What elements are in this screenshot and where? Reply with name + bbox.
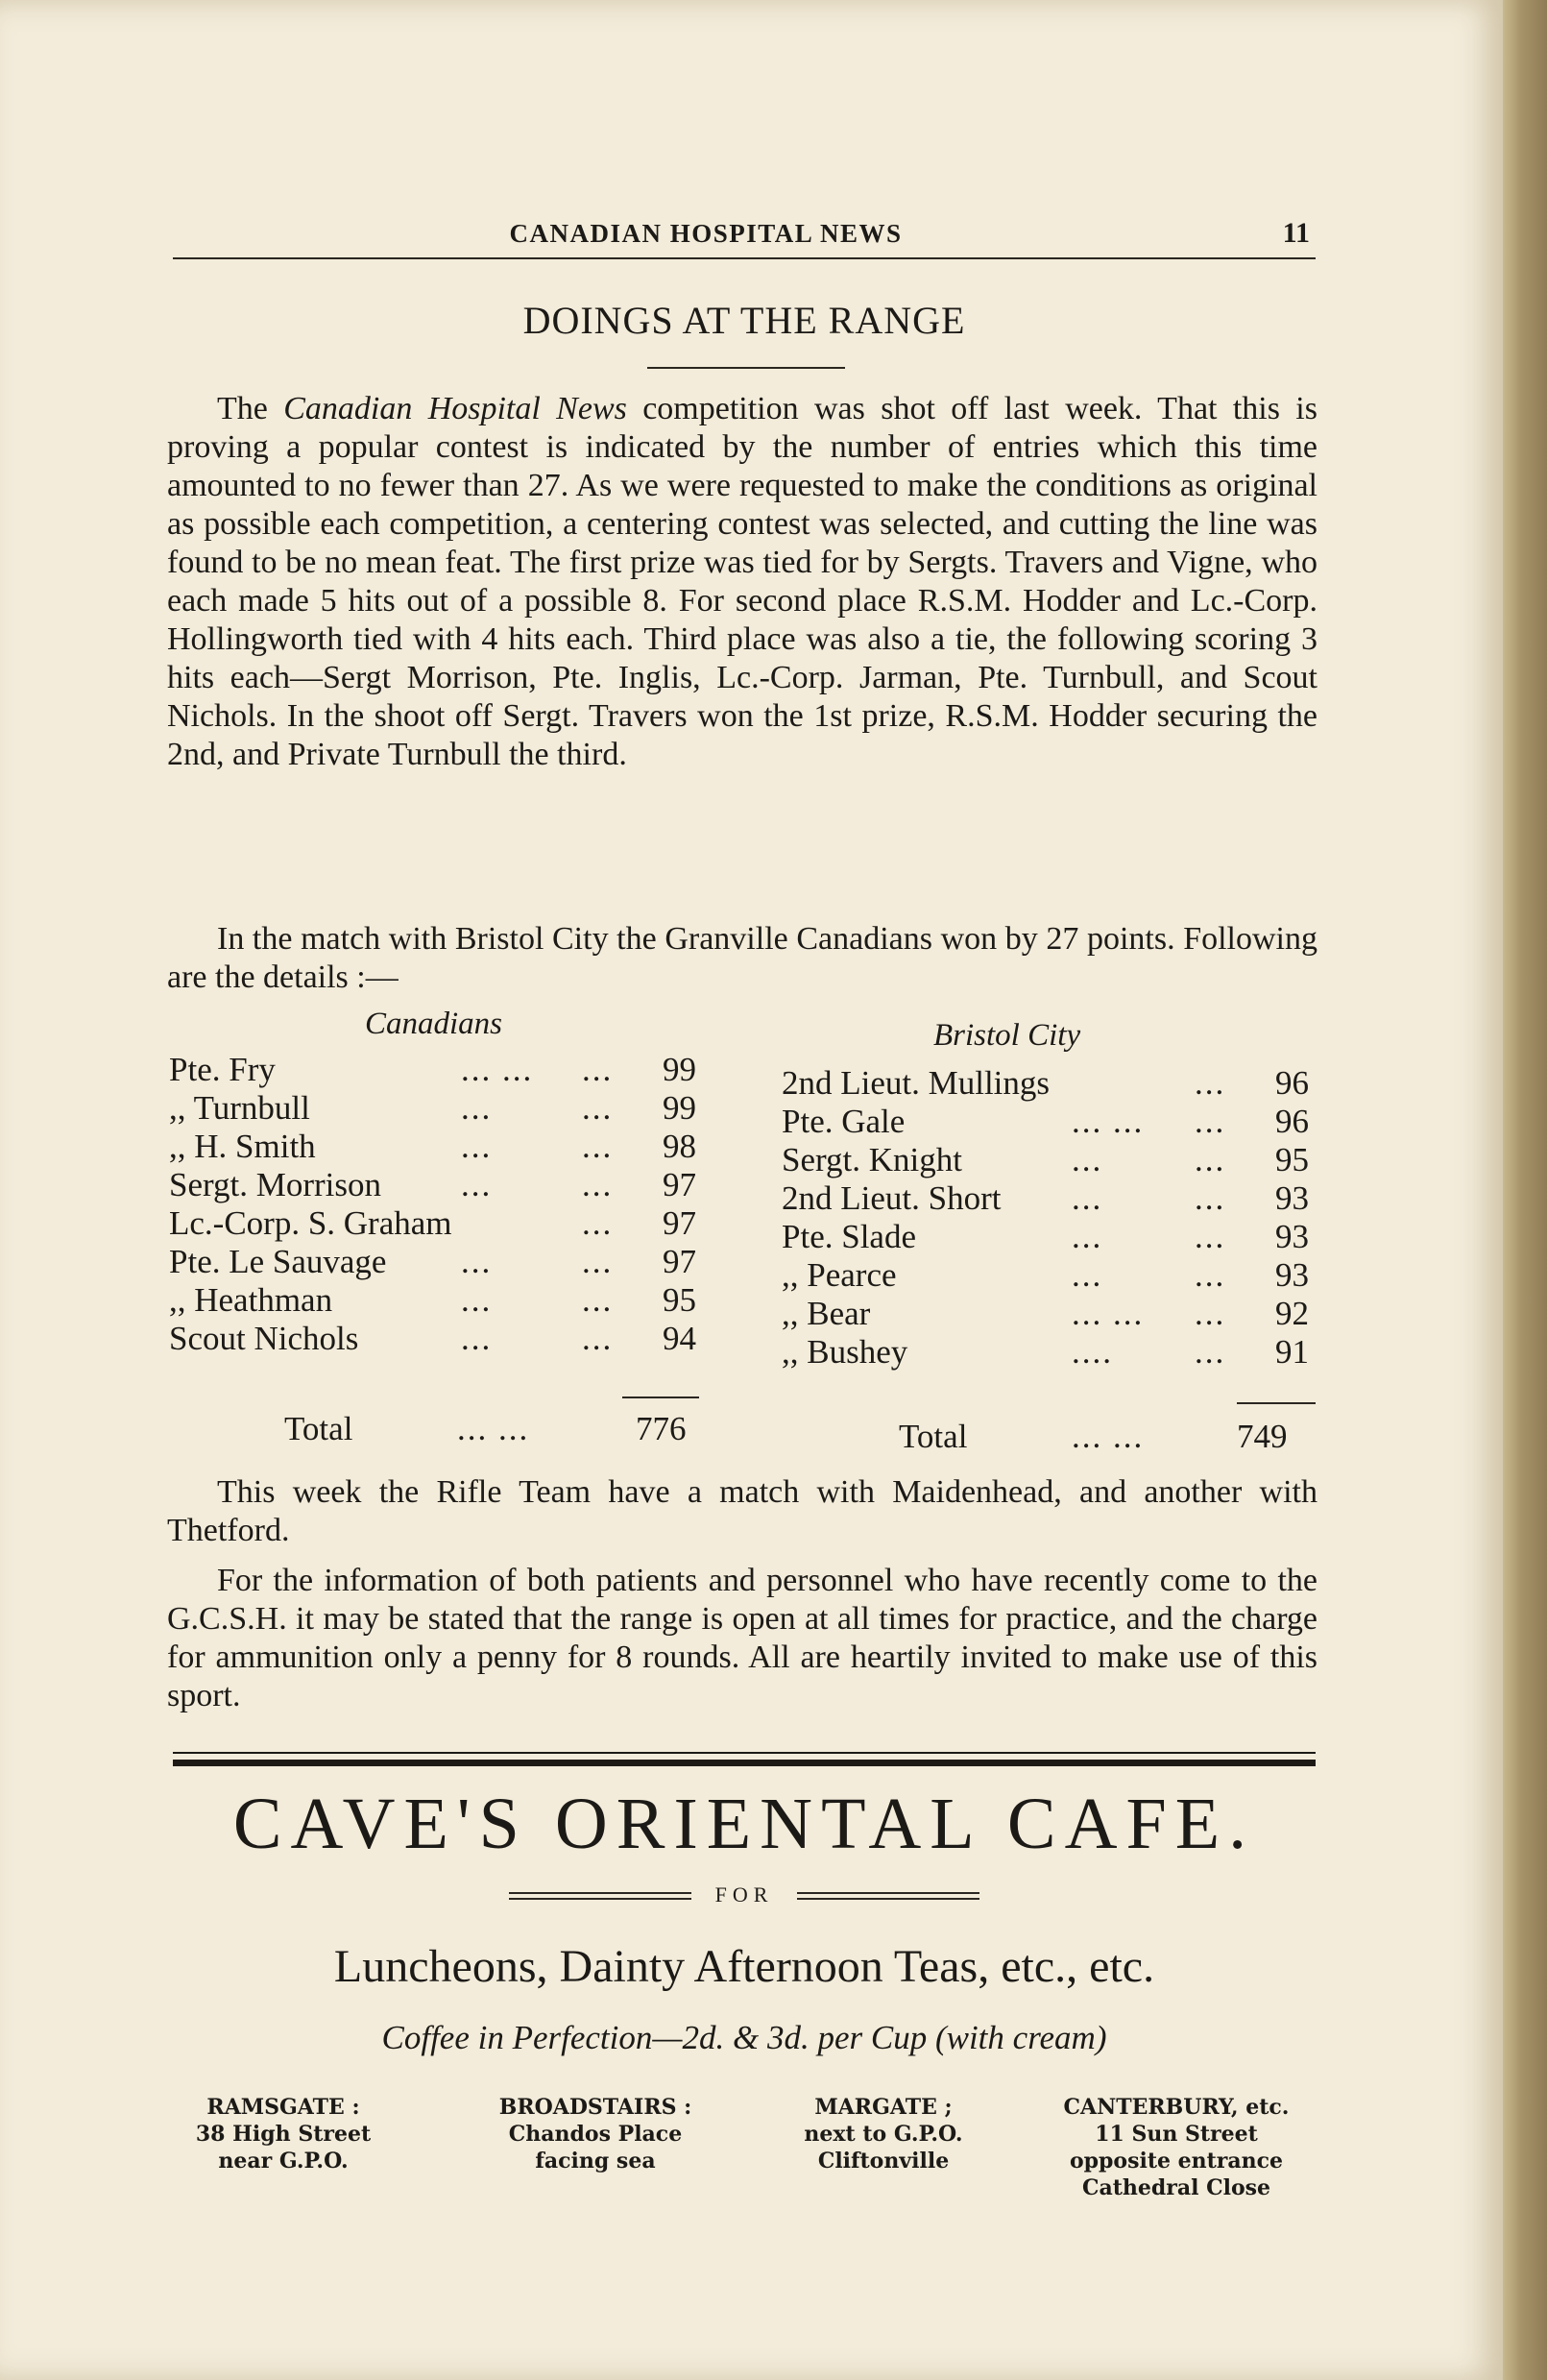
score-row [782, 1218, 1377, 1256]
score-row [169, 1204, 764, 1243]
leader-dots: ... ... [1072, 1103, 1145, 1140]
advert-tagline: Luncheons, Dainty Afternoon Teas, etc., etc. [333, 1941, 1155, 1992]
leader-dots: ... [582, 1128, 614, 1165]
player-score: 93 [1275, 1256, 1309, 1294]
advert-rule-thick [173, 1760, 1316, 1766]
paragraph-1-start: The [217, 391, 284, 426]
branch-town: MARGATE ; [814, 2095, 953, 2120]
paragraph-3: This week the Rifle Team have a match with Maidenhead, and another with Thetford. [167, 1474, 1317, 1548]
canadians-total-label: Total [284, 1410, 353, 1447]
canadians-total-dots: ... ... [457, 1410, 530, 1447]
score-row [169, 1166, 764, 1204]
leader-dots: ... [582, 1281, 614, 1319]
leader-dots: ... [1195, 1333, 1226, 1371]
article-title: DOINGS AT THE RANGE [522, 299, 966, 342]
branch-line1: next to G.P.O. [804, 2122, 963, 2147]
player-score: 94 [663, 1320, 696, 1357]
branch-line1: 11 Sun Street [1095, 2122, 1258, 2147]
player-name: Pte. Le Sauvage [169, 1243, 387, 1280]
leader-dots: ... [1195, 1295, 1226, 1332]
leader-dots: ... [582, 1320, 614, 1357]
player-score: 99 [663, 1051, 696, 1088]
paragraph-4: For the information of both patients and personnel who have recently come to the G.C.S.H. it may be stated that the range is open at all times for practice, and the charge for ammunition only a penny for 8 rounds. All are heartily invited to make use of this sport. [167, 1563, 1317, 1713]
leader-dots: .... [1072, 1333, 1113, 1371]
bristol-total-row [899, 1418, 1321, 1456]
player-score: 95 [663, 1281, 696, 1319]
score-row [782, 1295, 1377, 1333]
branch-margate [787, 2094, 979, 2174]
player-score: 98 [663, 1128, 696, 1165]
branch-line2: Cliftonville [817, 2149, 950, 2174]
leader-dots: ... [461, 1128, 493, 1165]
branch-town: CANTERBURY, etc. [1063, 2095, 1290, 2120]
leader-dots: ... ... [1072, 1295, 1145, 1332]
canadians-total-row [284, 1410, 707, 1448]
canadians-total: 776 [636, 1410, 687, 1447]
advert-coffee: Coffee in Perfection—2d. & 3d. per Cup (with cream) [381, 2019, 1107, 2056]
branch-town: BROADSTAIRS : [498, 2095, 692, 2120]
player-name: ,, Bear [782, 1295, 871, 1332]
paragraph-1 [167, 390, 1317, 774]
for-right-rule [797, 1892, 979, 1900]
score-row [782, 1179, 1377, 1218]
running-head [173, 213, 1316, 259]
leader-dots: ... [461, 1089, 493, 1127]
leader-dots: ... [1072, 1141, 1103, 1178]
canadians-heading: Canadians [365, 1007, 503, 1041]
leader-dots: ... [582, 1243, 614, 1280]
branch-line2: opposite entrance [1069, 2149, 1284, 2174]
leader-dots: ... [1195, 1256, 1226, 1294]
score-row [169, 1281, 764, 1320]
player-score: 96 [1275, 1103, 1309, 1140]
player-name: Pte. Fry [169, 1051, 276, 1088]
player-score: 93 [1275, 1218, 1309, 1255]
score-row [169, 1320, 764, 1358]
bristol-total-dots: ... ... [1072, 1418, 1145, 1455]
branch-line3: Cathedral Close [1081, 2175, 1271, 2200]
canadians-sum-rule [622, 1396, 699, 1398]
leader-dots: ... [1195, 1141, 1226, 1178]
score-row [169, 1128, 764, 1166]
leader-dots: ... [1072, 1256, 1103, 1294]
paragraph-2: In the match with Bristol City the Granville Canadians won by 27 points. Following are the details :— [167, 921, 1317, 995]
branch-line1: Chandos Place [508, 2122, 683, 2147]
page-edge [1503, 0, 1547, 2380]
advert-for-divider [509, 1882, 979, 1911]
player-score: 97 [663, 1243, 696, 1280]
title-rule [647, 367, 845, 369]
leader-dots: ... [582, 1089, 614, 1127]
player-score: 96 [1275, 1064, 1309, 1102]
bristol-sum-rule [1237, 1402, 1316, 1404]
player-score: 91 [1275, 1333, 1309, 1371]
leader-dots: ... [461, 1166, 493, 1203]
player-name: Pte. Slade [782, 1218, 916, 1255]
leader-dots: ... [582, 1166, 614, 1203]
score-row [169, 1243, 764, 1281]
leader-dots: ... [582, 1204, 614, 1242]
advert-rule-thin [173, 1752, 1316, 1754]
leader-dots: ... [1195, 1064, 1226, 1102]
player-name: ,, H. Smith [169, 1128, 316, 1165]
player-name: ,, Turnbull [169, 1089, 310, 1127]
player-name: ,, Bushey [782, 1333, 908, 1371]
branch-line1: 38 High Street [195, 2122, 372, 2147]
page-number: 11 [1282, 217, 1310, 249]
branch-town: RAMSGATE : [206, 2095, 360, 2120]
score-row [782, 1141, 1377, 1179]
player-score: 95 [1275, 1141, 1309, 1178]
advert-for: FOR [714, 1882, 774, 1906]
leader-dots: ... [1195, 1218, 1226, 1255]
player-name: Pte. Gale [782, 1103, 906, 1140]
player-name: 2nd Lieut. Short [782, 1179, 1002, 1217]
player-score: 97 [663, 1204, 696, 1242]
branch-line2: facing sea [535, 2149, 656, 2174]
player-score: 99 [663, 1089, 696, 1127]
player-name: ,, Heathman [169, 1281, 333, 1319]
bristol-heading: Bristol City [933, 1018, 1081, 1053]
player-name: Lc.-Corp. S. Graham [169, 1204, 452, 1242]
leader-dots: ... [461, 1320, 493, 1357]
leader-dots: ... [1072, 1179, 1103, 1217]
paragraph-1-italic: Canadian Hospital News [283, 391, 627, 426]
player-name: Sergt. Morrison [169, 1166, 382, 1203]
paragraph-1-rest: competition was shot off last week. That this is proving a popular contest is indicated by the number of entries which this time amounted to no fewer than 27. As we were requested to make the conditions as original as possible each competition, a centering contest was selected, and cutting the line was found to be no mean feat. The first prize was tied for by Sergts. Travers and Vigne, who each made 5 hits out of a possible 8. For second place R.S.M. Hodder and Lc.-Corp. Hollingworth tied with 4 hits each. Third place was also a tie, the following scoring 3 hits each—Sergt Morrison, Pte. Inglis, Lc.-Corp. Jarman, Pte. Turnbull, and Scout Nichols. In the shoot off Sergt. Travers won the 1st prize, R.S.M. Hodder securing the 2nd, and Private Turnbull the third. [167, 391, 1317, 772]
player-name: 2nd Lieut. Mullings [782, 1064, 1051, 1102]
score-row [169, 1089, 764, 1128]
running-head-title: CANADIAN HOSPITAL NEWS [509, 219, 903, 248]
player-score: 97 [663, 1166, 696, 1203]
player-name: ,, Pearce [782, 1256, 897, 1294]
leader-dots: ... ... [461, 1051, 534, 1088]
leader-dots: ... [1195, 1179, 1226, 1217]
leader-dots: ... [461, 1243, 493, 1280]
leader-dots: ... [582, 1051, 614, 1088]
leader-dots: ... [1072, 1218, 1103, 1255]
branch-ramsgate [173, 2094, 394, 2174]
bristol-total: 749 [1237, 1418, 1288, 1455]
bristol-total-label: Total [899, 1418, 968, 1455]
player-score: 93 [1275, 1179, 1309, 1217]
score-row [782, 1256, 1377, 1295]
player-name: Scout Nichols [169, 1320, 359, 1357]
player-score: 92 [1275, 1295, 1309, 1332]
score-row [782, 1333, 1377, 1372]
score-row [169, 1051, 764, 1089]
branch-broadstairs [471, 2094, 720, 2174]
leader-dots: ... [1195, 1103, 1226, 1140]
branch-line2: near G.P.O. [218, 2149, 349, 2174]
advert-title: CAVE'S ORIENTAL CAFE. [232, 1784, 1256, 1864]
score-row [782, 1103, 1377, 1141]
score-row [782, 1064, 1377, 1103]
branch-canterbury [1037, 2094, 1316, 2201]
player-name: Sergt. Knight [782, 1141, 962, 1178]
leader-dots: ... [461, 1281, 493, 1319]
